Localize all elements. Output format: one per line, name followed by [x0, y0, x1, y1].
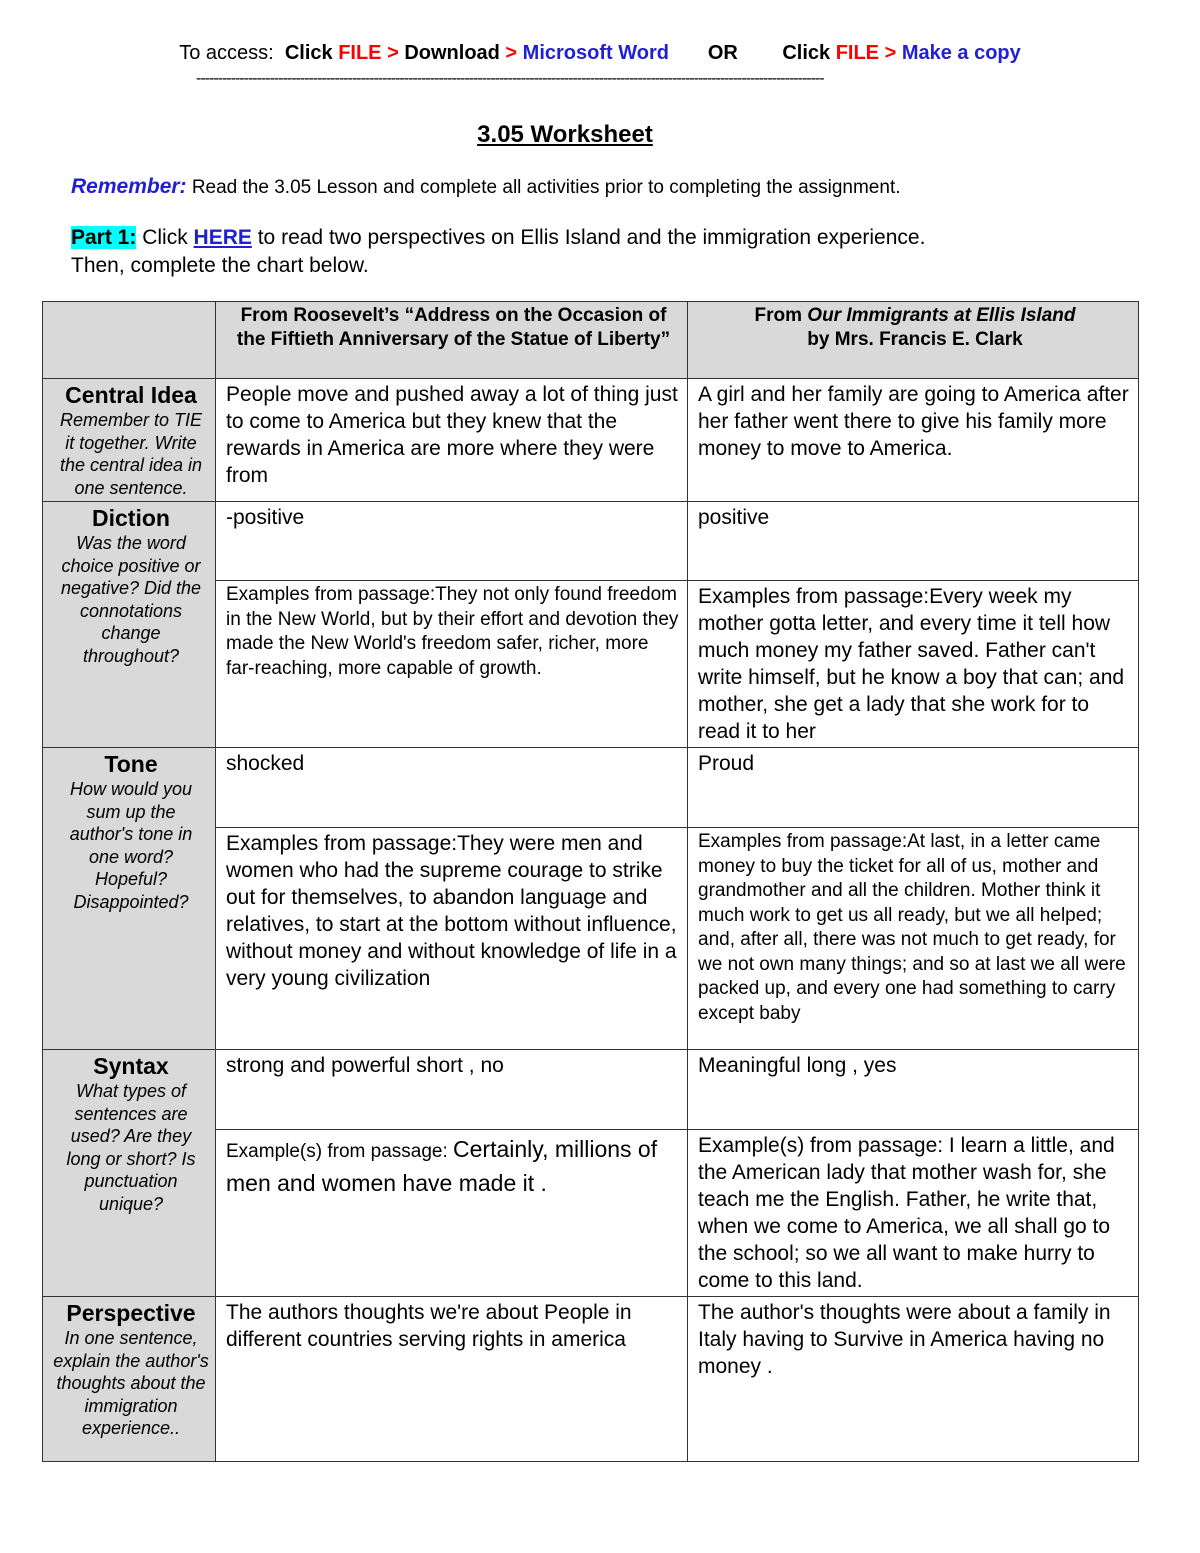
- access-instructions: To access: Click FILE > Download > Microsoft Word OR Click FILE > Make a copy: [179, 42, 1021, 64]
- tone-clark-examples[interactable]: Examples from passage:At last, in a letter came money to buy the ticket for all of us, mother and grandmother and all the children. Mother think it much work to get us all ready, but we all helped; and, after all, there was not much to get ready, for we not own many things; and so at last we all were packed up, and every one had something to carry except baby: [688, 828, 1139, 1050]
- diction-roosevelt[interactable]: -positive: [216, 502, 688, 581]
- tone-clark[interactable]: Proud: [688, 748, 1139, 828]
- analysis-chart: [42, 301, 1139, 1462]
- diction-clark-examples[interactable]: Examples from passage:Every week my mother gotta letter, and every time it tell how much money my father saved. Father can't write himself, but he know a boy that can; and mother, she get a lady that she work for to read it to her: [688, 581, 1139, 748]
- syntax-roosevelt-examples[interactable]: Example(s) from passage: Certainly, millions of men and women have made it .: [216, 1130, 688, 1297]
- corner-cell: [43, 302, 216, 379]
- file-menu-ref: FILE: [338, 42, 382, 64]
- table-row: [43, 748, 1139, 828]
- table-header-row: [43, 302, 1139, 379]
- syntax-clark[interactable]: Meaningful long , yes: [688, 1050, 1139, 1130]
- tone-roosevelt[interactable]: shocked: [216, 748, 688, 828]
- part1-label: Part 1:: [71, 226, 137, 249]
- download-ref: Download: [404, 42, 500, 64]
- diction-label: Diction Was the word choice positive or negative? Did the connotations change throughout?: [43, 502, 216, 748]
- clark-header: From Our Immigrants at Ellis Island by Mrs. Francis E. Clark: [688, 302, 1139, 379]
- diction-clark[interactable]: positive: [688, 502, 1139, 581]
- central-idea-clark[interactable]: A girl and her family are going to America after her father went there to give his family more money to move to America.: [688, 379, 1139, 502]
- syntax-label: Syntax What types of sentences are used? Are they long or short? Is punctuation unique?: [43, 1050, 216, 1297]
- tone-label: Tone How would you sum up the author's tone in one word? Hopeful? Disappointed?: [43, 748, 216, 1050]
- diction-roosevelt-examples[interactable]: Examples from passage:They not only found freedom in the New World, but by their effort and devotion they made the New World's freedom safer, richer, more far-reaching, more capable of growth.: [216, 581, 688, 748]
- table-row: [43, 1050, 1139, 1130]
- table-row: [43, 502, 1139, 581]
- table-row: [43, 1297, 1139, 1462]
- perspective-label: Perspective In one sentence, explain the author's thoughts about the immigration experience..: [43, 1297, 216, 1462]
- roosevelt-header: From Roosevelt’s “Address on the Occasion of the Fiftieth Anniversary of the Statue of Liberty”: [216, 302, 688, 379]
- part1-instructions: Part 1: Click HERE to read two perspectives on Ellis Island and the immigration experience. Then, complete the chart below.: [71, 226, 926, 277]
- syntax-roosevelt[interactable]: strong and powerful short , no: [216, 1050, 688, 1130]
- table-row: [43, 379, 1139, 502]
- central-idea-label: Central Idea Remember to TIE it together. Write the central idea in one sentence.: [43, 379, 216, 502]
- perspective-roosevelt[interactable]: The authors thoughts we're about People in different countries serving rights in america: [216, 1297, 688, 1462]
- page-title: 3.05 Worksheet: [477, 121, 653, 148]
- remember-note: Remember: Read the 3.05 Lesson and complete all activities prior to completing the assignment.: [71, 175, 901, 198]
- here-link[interactable]: HERE: [193, 226, 252, 249]
- tone-roosevelt-examples[interactable]: Examples from passage:They were men and women who had the supreme courage to strike out for themselves, to abandon language and relatives, to start at the bottom without influence, without money and without knowledge of life in a very young civilization: [216, 828, 688, 1050]
- central-idea-roosevelt[interactable]: People move and pushed away a lot of thing just to come to America but they knew that the rewards in America are more where they were from: [216, 379, 688, 502]
- make-copy-ref: Make a copy: [901, 42, 1021, 64]
- perspective-clark[interactable]: The author's thoughts were about a family in Italy having to Survive in America having no money .: [688, 1297, 1139, 1462]
- divider-line: -------------------------------------------------------------------------------------------------------------------------------------------------: [196, 70, 824, 87]
- syntax-clark-examples[interactable]: Example(s) from passage: I learn a little, and the American lady that mother wash for, she teach me the English. Father, he write that, when we come to America, we all shall go to the school; so we all want to make hurry to come to this land.: [688, 1130, 1139, 1297]
- microsoft-word-ref: Microsoft Word: [522, 42, 669, 64]
